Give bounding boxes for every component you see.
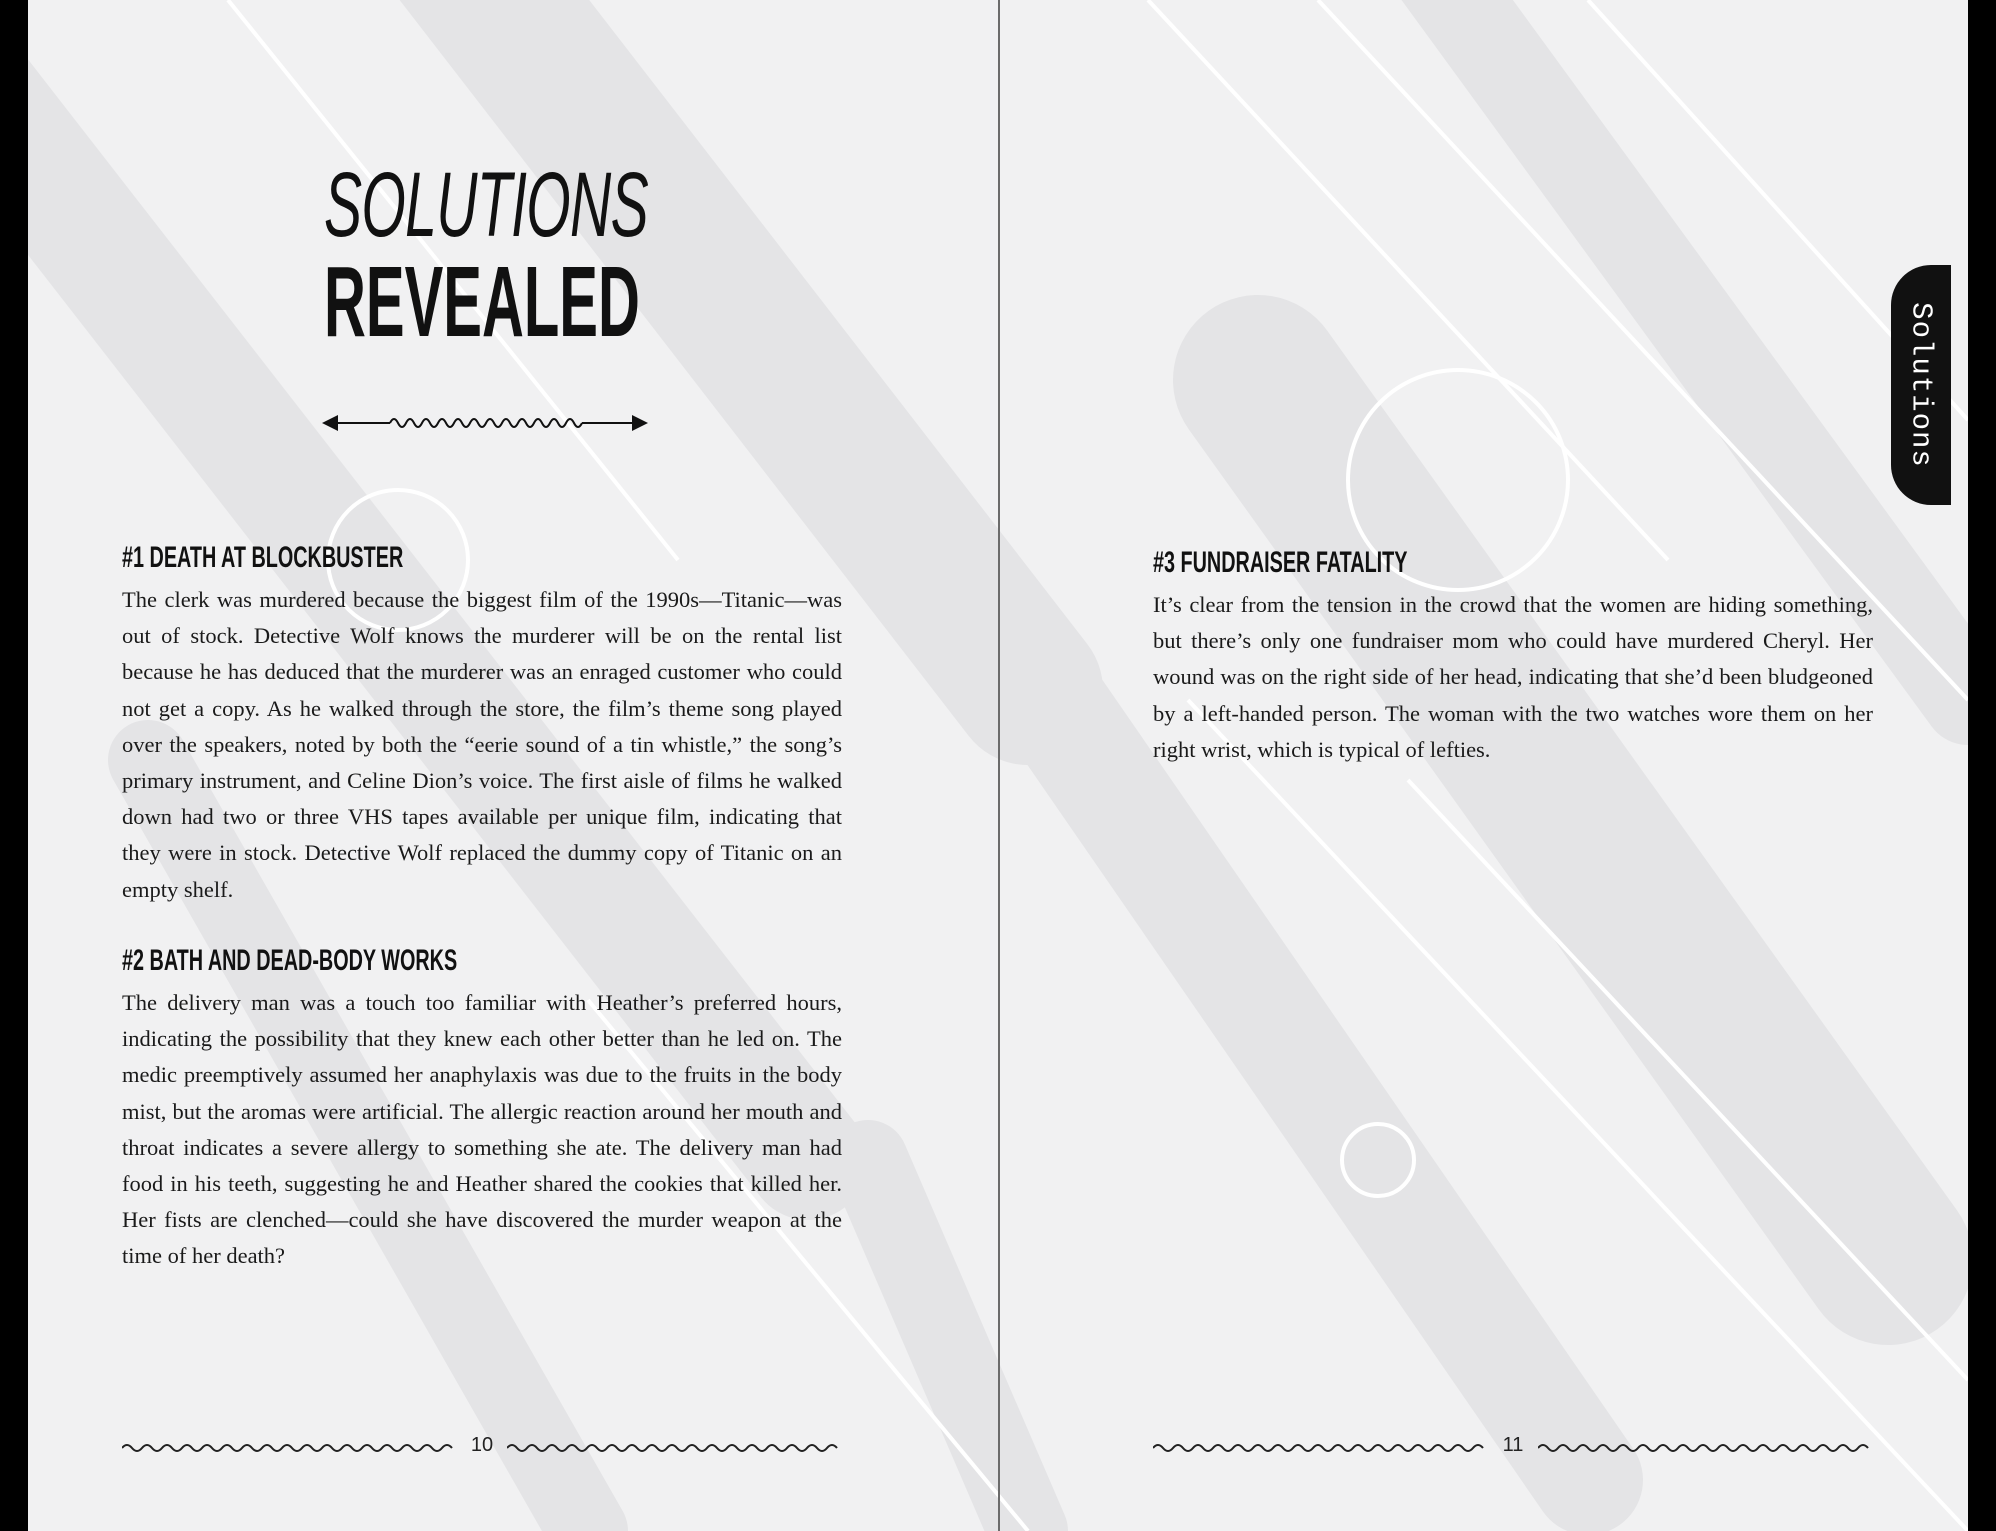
solution-2-body: The delivery man was a touch too familiar with Heather’s preferred hours, indicating the possibility that they knew each other better than he led on. The medic preemptively assumed her anaphylaxis was due to the fruits in the body mist, but the aromas were artificial. The allergic reaction around her mouth and throat indicates a severe allergy to something she ate. The delivery man had food in his teeth, suggesting he and Heather shared the cookies that killed her. Her fists are clenched—could she have discovered the murder weapon at the time of her death? [122,990,842,1269]
book-spread [28,0,1968,1531]
solution-1-body: The clerk was murdered because the biggest film of the 1990s—Titanic—was out of stock. Detective Wolf knows the murderer will be on the rental list because he has deduced that the murderer was an enraged customer who could not get a copy. As he walked through the store, the film’s theme song played over the speakers, noted by both the “eerie sound of a tin whistle,” the song’s primary instrument, and Celine Dion’s voice. The first aisle of films he walked down had two or three VHS tapes available per unique film, indicating that they were in stock. Detective Wolf replaced the dummy copy of Titanic on an empty shelf. [122,587,842,902]
solution-3 [1153,545,1873,768]
left-page-footer [122,1430,842,1460]
page-number-right: 11 [1502,1434,1524,1456]
solution-1 [122,540,842,908]
title-line-1: SOLUTIONS [324,154,649,256]
page-number-left: 10 [470,1434,494,1456]
solution-3-body: It’s clear from the tension in the crowd that the women are hiding something, but there’s only one fundraiser mom who could have murdered Cheryl. Her wound was on the right side of her head, indicating that she’d been bludgeoned by a left-handed person. The woman with the two watches wore them on her right wrist, which is typical of lefties. [1153,592,1873,762]
page-title [324,154,704,358]
right-page-footer [1153,1430,1873,1460]
gutter-line [998,0,1000,1531]
footer-wave-icon [507,1442,842,1454]
solution-3-heading: #3 FUNDRAISER FATALITY [1153,546,1408,579]
title-line-2: REVEALED [324,246,640,358]
squiggle-arrow-divider-icon [320,408,650,438]
solution-1-heading: #1 DEATH AT BLOCKBUSTER [122,541,404,574]
solution-2-heading: #2 BATH AND DEAD-BODY WORKS [122,944,458,977]
section-tab-label: Solutions [1904,302,1938,468]
footer-wave-icon [1538,1442,1873,1454]
solution-2 [122,943,842,1275]
